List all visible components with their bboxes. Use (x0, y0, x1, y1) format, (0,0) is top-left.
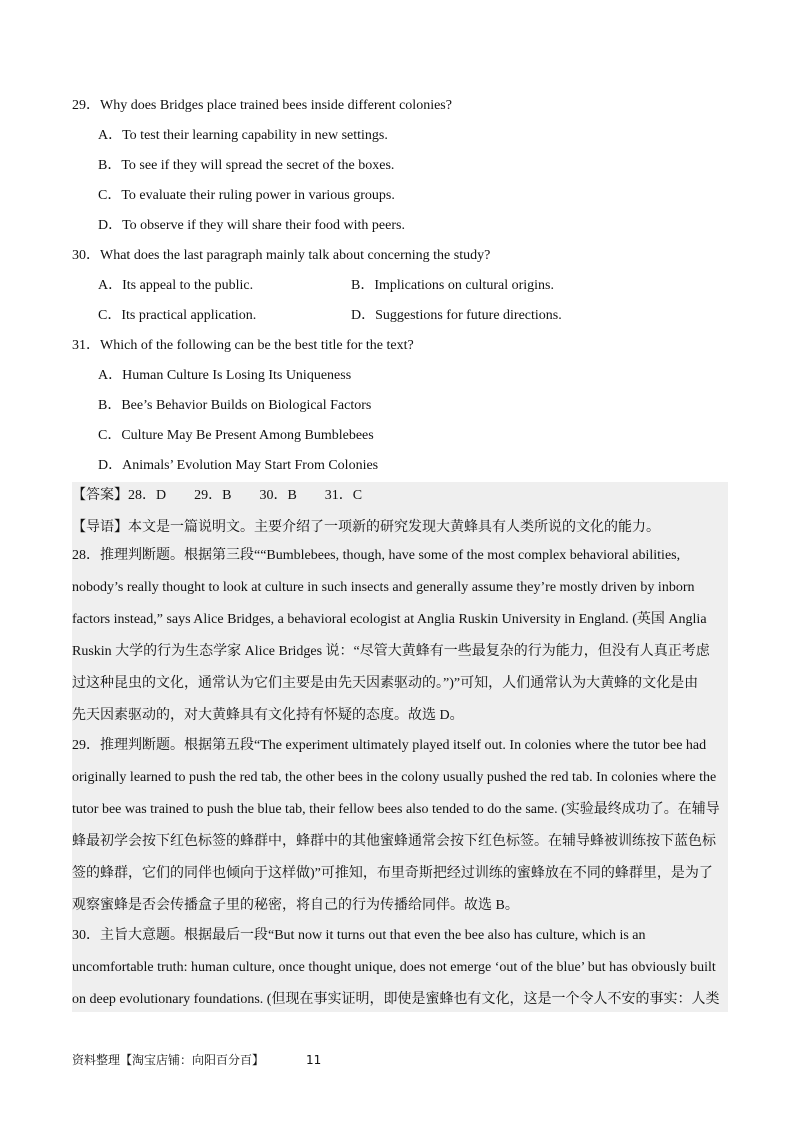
explanation-line: uncomfortable truth: human culture, once thought unique, does not emerge ‘out of the blue’ but has obviously built (72, 960, 716, 975)
question-30-option-b: B．Implications on cultural origins. (351, 278, 554, 293)
explanation-line: 过这种昆虫的文化，通常认为它们主要是由先天因素驱动的。”)”可知，人们通常认为大黄蜂的文化是由 (72, 676, 699, 691)
explanation-line: 蜂最初学会按下红色标签的蜂群中，蜂群中的其他蜜蜂通常会按下红色标签。在辅导蜂被训练按下蓝色标 (72, 834, 716, 849)
question-31-stem: 31．Which of the following can be the best title for the text? (72, 338, 414, 353)
explanation-line: factors instead,” says Alice Bridges, a behavioral ecologist at Anglia Ruskin University in England. (英国 Anglia (72, 612, 707, 627)
explanation-line: 29．推理判断题。根据第五段“The experiment ultimately played itself out. In colonies where the tutor bee had (72, 738, 707, 753)
question-29-option-b: B．To see if they will spread the secret of the boxes. (98, 158, 395, 173)
question-31-option-d: D．Animals’ Evolution May Start From Colonies (98, 458, 379, 473)
question-31-option-a: A．Human Culture Is Losing Its Uniqueness (98, 368, 352, 383)
explanation-line: 观察蜜蜂是否会传播盒子里的秘密，将自己的行为传播给同伴。故选 B。 (72, 898, 519, 913)
answer-key-line: 【答案】28．D 29．B 30．B 31．C (72, 488, 363, 503)
explanation-line: 先天因素驱动的，对大黄蜂具有文化持有怀疑的态度。故选 D。 (72, 708, 464, 723)
page-number: 11 (306, 1053, 322, 1067)
explanation-line: 30．主旨大意题。根据最后一段“But now it turns out that even the bee also has culture, which is an (72, 928, 646, 943)
question-31-option-c: C．Culture May Be Present Among Bumblebees (98, 428, 374, 443)
question-29-option-a: A．To test their learning capability in new settings. (98, 128, 388, 143)
explanation-line: nobody’s really thought to look at culture in such insects and generally assume they’re mostly driven by inborn (72, 580, 695, 595)
question-30-option-d: D．Suggestions for future directions. (351, 308, 562, 323)
question-30-option-c: C．Its practical application. (98, 308, 257, 323)
question-29-option-d: D．To observe if they will share their food with peers. (98, 218, 405, 233)
question-30-option-a: A．Its appeal to the public. (98, 278, 254, 293)
explanation-line: originally learned to push the red tab, the other bees in the colony usually pushed the red tab. In colonies where the (72, 770, 717, 785)
explanation-line: tutor bee was trained to push the blue tab, their fellow bees also tended to do the same. (实验最终成功了。在辅导 (72, 802, 720, 817)
explanation-line: on deep evolutionary foundations. (但现在事实证明，即使是蜜蜂也有文化，这是一个令人不安的事实：人类 (72, 992, 720, 1007)
explanation-line: 28．推理判断题。根据第三段““Bumblebees, though, have some of the most complex behavioral abilities, (72, 548, 681, 563)
question-31-option-b: B．Bee’s Behavior Builds on Biological Factors (98, 398, 372, 413)
question-30-stem: 30．What does the last paragraph mainly talk about concerning the study? (72, 248, 491, 263)
guide-line: 【导语】本文是一篇说明文。主要介绍了一项新的研究发现大黄蜂具有人类所说的文化的能力。 (72, 520, 660, 535)
footer-source: 资料整理【淘宝店铺：向阳百分百】 (72, 1053, 265, 1067)
explanation-line: Ruskin 大学的行为生态学家 Alice Bridges 说：“尽管大黄蜂有一些最复杂的行为能力，但没有人真正考虑 (72, 644, 710, 659)
explanation-line: 签的蜂群，它们的同伴也倾向于这样做)”可推知，布里奇斯把经过训练的蜜蜂放在不同的蜂群里，是为了 (72, 866, 713, 881)
question-29-stem: 29．Why does Bridges place trained bees inside different colonies? (72, 98, 452, 113)
question-29-option-c: C．To evaluate their ruling power in various groups. (98, 188, 395, 203)
